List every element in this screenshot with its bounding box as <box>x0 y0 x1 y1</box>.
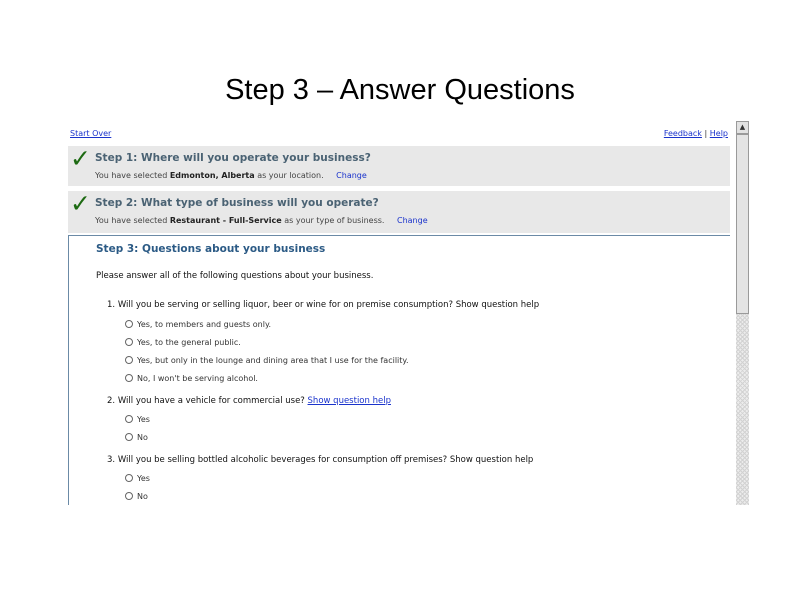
slide-title: Step 3 – Answer Questions <box>225 74 575 106</box>
radio-button[interactable] <box>125 415 133 423</box>
step-2-title: Step 2: What type of business will you operate? <box>95 197 379 209</box>
question-2-number: 2. <box>107 396 116 406</box>
radio-button[interactable] <box>125 433 133 441</box>
top-bar <box>68 129 730 143</box>
question-3-number: 3. <box>107 455 116 465</box>
question-2 <box>107 396 391 406</box>
step-2-change-link[interactable]: Change <box>397 216 428 225</box>
step-1-summary <box>95 171 367 180</box>
vertical-scrollbar[interactable] <box>736 121 749 505</box>
step-1-title: Step 1: Where will you operate your business? <box>95 152 371 164</box>
question-1-option-2[interactable] <box>125 338 241 347</box>
radio-button[interactable] <box>125 492 133 500</box>
option-label: No <box>137 492 148 501</box>
question-3 <box>107 455 533 465</box>
question-2-text: Will you have a vehicle for commercial use? <box>117 396 305 406</box>
question-3-help-link[interactable]: Show question help <box>449 455 534 465</box>
question-3-option-1[interactable] <box>125 474 150 483</box>
feedback-link[interactable]: Feedback <box>663 129 702 138</box>
option-label: Yes <box>137 474 150 483</box>
radio-button[interactable] <box>125 474 133 482</box>
step-1-change-link[interactable]: Change <box>336 171 367 180</box>
step-1-selected-location: Edmonton, Alberta <box>169 171 255 180</box>
scroll-thumb[interactable] <box>736 134 749 314</box>
question-2-help-link[interactable]: Show question help <box>307 396 391 406</box>
question-2-option-1[interactable] <box>125 415 150 424</box>
step-2-summary-suffix: as your type of business. <box>284 216 385 225</box>
radio-button[interactable] <box>125 338 133 346</box>
option-label: Yes <box>137 415 150 424</box>
option-label: Yes, to the general public. <box>137 338 241 347</box>
question-1-option-1[interactable] <box>125 320 271 329</box>
option-label: Yes, but only in the lounge and dining area that I use for the facility. <box>137 356 409 365</box>
check-icon: ✓ <box>70 189 91 218</box>
browser-screenshot <box>68 121 749 505</box>
step-3-intro: Please answer all of the following questions about your business. <box>96 271 374 281</box>
question-3-option-2[interactable] <box>125 492 148 501</box>
question-3-text: Will you be selling bottled alcoholic beverages for consumption off premises? <box>117 455 448 465</box>
question-2-option-2[interactable] <box>125 433 148 442</box>
help-link[interactable]: Help <box>709 129 728 138</box>
start-over-link[interactable]: Start Over <box>70 129 112 138</box>
question-1-help-link[interactable]: Show question help <box>455 300 540 310</box>
question-1 <box>107 300 539 310</box>
radio-button[interactable] <box>125 320 133 328</box>
step-2-summary <box>95 216 428 225</box>
step-2-summary-prefix: You have selected <box>95 216 168 225</box>
step-1-panel <box>68 146 730 186</box>
top-links <box>664 129 728 138</box>
option-label: No <box>137 433 148 442</box>
step-3-title: Step 3: Questions about your business <box>96 243 326 255</box>
option-label: Yes, to members and guests only. <box>137 320 272 329</box>
step-2-selected-business-type: Restaurant - Full-Service <box>169 216 282 225</box>
question-1-text: Will you be serving or selling liquor, beer or wine for on premise consumption? <box>117 300 453 310</box>
step-2-panel <box>68 191 730 233</box>
check-icon: ✓ <box>70 144 91 173</box>
question-1-number: 1. <box>107 300 116 310</box>
question-1-option-3[interactable] <box>125 356 409 365</box>
radio-button[interactable] <box>125 356 133 364</box>
step-3-panel <box>68 235 730 505</box>
step-1-summary-prefix: You have selected <box>95 171 168 180</box>
radio-button[interactable] <box>125 374 133 382</box>
arrow-up-icon[interactable]: ▲ <box>736 121 749 134</box>
step-1-summary-suffix: as your location. <box>257 171 324 180</box>
question-1-option-4[interactable] <box>125 374 258 383</box>
link-separator: | <box>704 129 708 138</box>
option-label: No, I won't be serving alcohol. <box>137 374 258 383</box>
